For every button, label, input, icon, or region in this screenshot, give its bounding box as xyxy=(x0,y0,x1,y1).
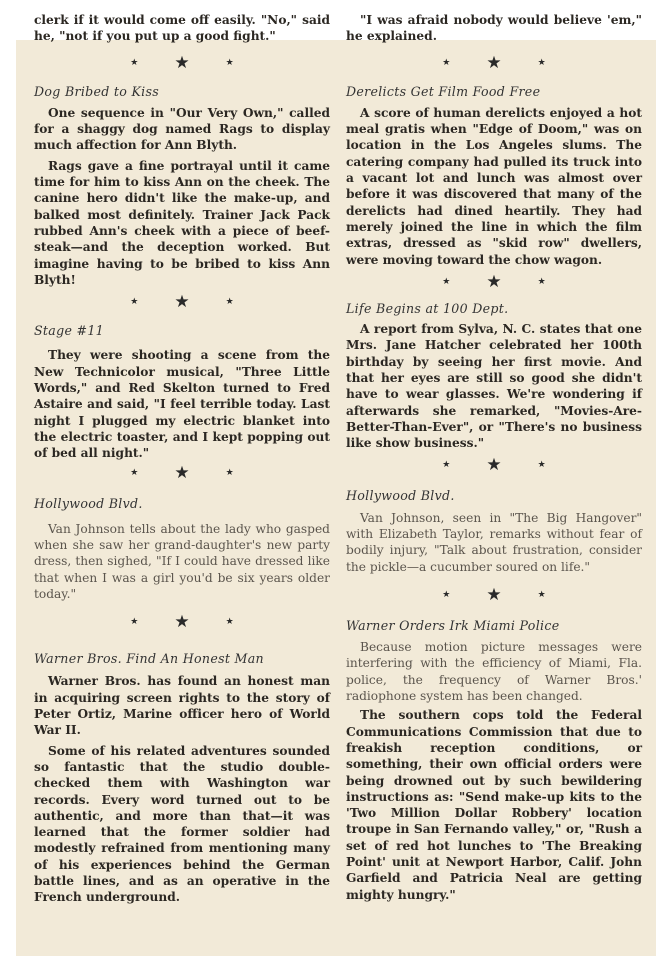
star-icon: ★ xyxy=(174,612,190,633)
article-paragraph: Because motion picture messages were interfering with the efficiency of Miami, Fla. police, the frequency of Warner Bros.' radiophone system has been changed. xyxy=(346,640,642,704)
star-icon: ★ xyxy=(225,468,234,479)
star-divider xyxy=(346,52,642,73)
article-paragraph: A score of human derelicts enjoyed a hot meal gratis when "Edge of Doom," was on location in the Los Angeles slums. The catering company had pulled its truck into a vacant lot and lunch was almost over before it was discovered that many of the derelicts had dined heartily. They had merely joined the line in which the film extras, dressed as "skid row" dwellers, were moving toward the chow wagon. xyxy=(346,105,642,267)
continued-paragraph: clerk if it would come off easily. "No," said he, "not if you put up a good fight." xyxy=(34,13,330,44)
article-paragraph: Warner Bros. has found an honest man in acquiring screen rights to the story of Peter Ortiz, Marine officer hero of World War II. xyxy=(34,674,330,738)
article-paragraph: Some of his related adventures sounded so fantastic that the studio double-checked them with Washington war records. Every word turned out to be authentic, and more than that—it was learned that the former soldier had modestly refrained from mentioning many of his experiences behind the German battle lines, and as an operative in the French underground. xyxy=(34,743,330,905)
star-divider xyxy=(346,584,642,605)
star-icon: ★ xyxy=(130,468,139,479)
article-heading: Hollywood Blvd. xyxy=(34,496,143,512)
star-icon: ★ xyxy=(486,584,502,605)
star-icon: ★ xyxy=(486,52,502,73)
star-icon: ★ xyxy=(537,57,546,68)
article-paragraph: One sequence in "Our Very Own," called for a shaggy dog named Rags to display much affection for Ann Blyth. xyxy=(34,105,330,153)
article-heading: Warner Orders Irk Miami Police xyxy=(346,617,560,633)
star-divider xyxy=(346,271,642,292)
star-icon: ★ xyxy=(442,460,451,471)
star-icon: ★ xyxy=(174,463,190,484)
article-paragraph: Van Johnson, seen in "The Big Hangover" with Elizabeth Taylor, remarks without fear of bodily injury, "Talk about frustration, consider the pickle—a cucumber soured on life." xyxy=(346,510,642,574)
article-heading: Warner Bros. Find An Honest Man xyxy=(34,651,264,667)
article-paragraph: A report from Sylva, N. C. states that one Mrs. Jane Hatcher celebrated her 100th birthday by seeing her first movie. And that her eyes are still so good she didn't have to wear glasses. We're wondering if afterwards she remarked, "Movies-Are-Better-Than-Ever", or "There's no business like show business." xyxy=(346,322,642,451)
star-divider xyxy=(34,465,330,482)
article-heading: Life Begins at 100 Dept. xyxy=(346,300,509,316)
star-icon: ★ xyxy=(537,276,546,287)
article-heading: Dog Bribed to Kiss xyxy=(34,83,160,99)
star-icon: ★ xyxy=(537,589,546,600)
article-heading: Stage #11 xyxy=(34,323,104,339)
star-icon: ★ xyxy=(442,276,451,287)
star-icon: ★ xyxy=(225,617,234,628)
star-icon: ★ xyxy=(130,297,139,308)
left-column xyxy=(34,13,330,906)
star-icon: ★ xyxy=(130,617,139,628)
star-icon: ★ xyxy=(442,589,451,600)
star-icon: ★ xyxy=(225,297,234,308)
article-paragraph: The southern cops told the Federal Communications Commission that due to freakish reception conditions, or something, their own official orders were being drowned out by such bewildering instructions as: "Send make-up kits to the 'Two Million Dollar Robbery' location troupe in San Fernando valley," or, "Rush a set of red hot lunches to 'The Breaking Point' unit at Newport Harbor, Calif. John Garfield and Patricia Neal are getting mighty hungry." xyxy=(346,708,642,902)
article-heading: Derelicts Get Film Food Free xyxy=(346,83,541,99)
star-icon: ★ xyxy=(442,57,451,68)
star-icon: ★ xyxy=(130,57,139,68)
star-divider xyxy=(34,614,330,631)
article-heading: Hollywood Blvd. xyxy=(346,488,455,504)
article-paragraph: They were shooting a scene from the New Technicolor musical, "Three Little Words," and Red Skelton turned to Fred Astaire and said, "I feel terrible today. Last night I plugged my electric blanket into the electric toaster, and I kept popping out of bed all night." xyxy=(34,348,330,461)
star-icon: ★ xyxy=(225,57,234,68)
star-divider xyxy=(34,294,330,311)
article-paragraph: Rags gave a fine portrayal until it came time for him to kiss Ann on the cheek. The canine hero didn't like the make-up, and balked most definitely. Trainer Jack Pack rubbed Ann's cheek with a piece of beef-steak—and the deception worked. But imagine having to be bribed to kiss Ann Blyth! xyxy=(34,158,330,287)
star-icon: ★ xyxy=(174,292,190,313)
continued-paragraph: "I was afraid nobody would believe 'em," he explained. xyxy=(346,13,642,44)
star-divider xyxy=(346,457,642,474)
star-icon: ★ xyxy=(486,455,502,476)
magazine-page xyxy=(16,13,656,956)
star-icon: ★ xyxy=(537,460,546,471)
right-column xyxy=(346,13,642,903)
star-divider xyxy=(34,52,330,73)
star-icon: ★ xyxy=(174,52,190,73)
article-paragraph: Van Johnson tells about the lady who gasped when she saw her grand-daughter's new party dress, then sighed, "If I could have dressed like that when I was a girl you'd be six years older today." xyxy=(34,521,330,601)
star-icon: ★ xyxy=(486,271,502,292)
